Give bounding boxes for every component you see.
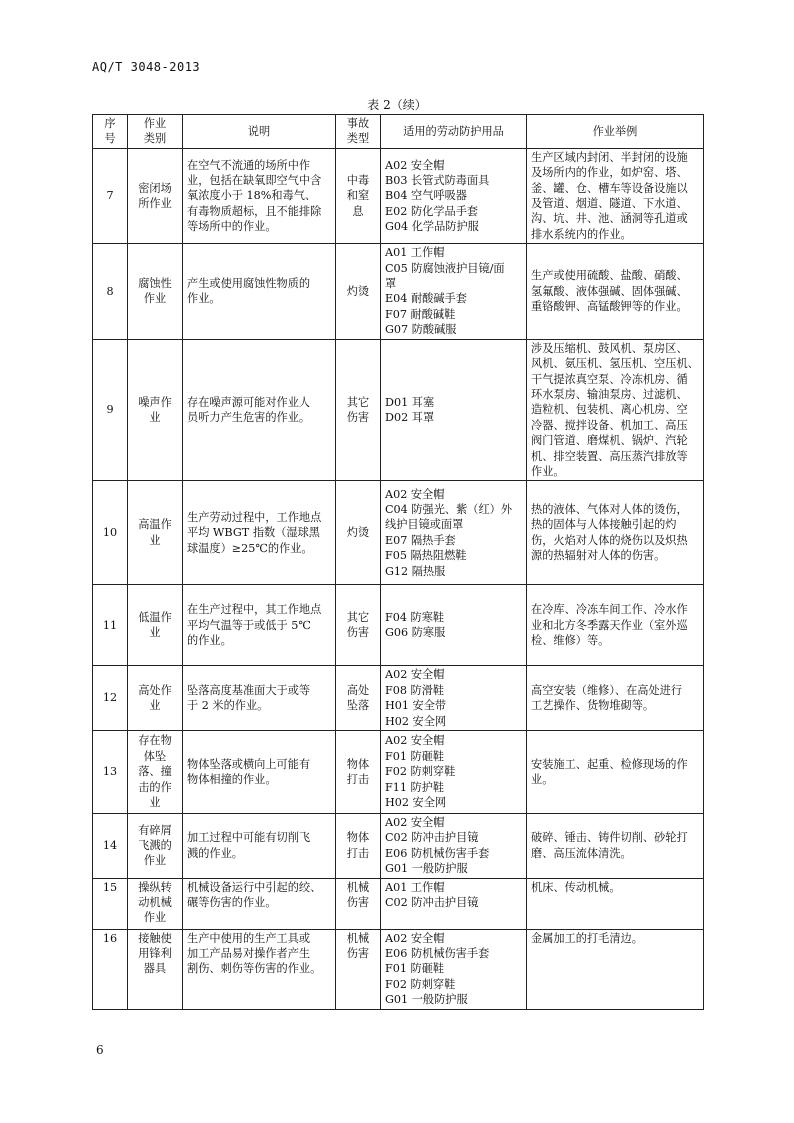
- cell-type-line: 低温作: [138, 610, 172, 624]
- cell-example-line: 冷器、搅拌设备、机加工、高压: [531, 418, 688, 432]
- cell-ppe-line: A02 安全帽: [385, 734, 445, 748]
- cell-desc: [183, 813, 336, 878]
- cell-ppe-line: G04 化学品防护服: [385, 220, 479, 234]
- cell-type: [128, 878, 183, 929]
- cell-ppe-line: F02 防刺穿鞋: [385, 765, 456, 779]
- cell-ppe-line: G01 一般防护服: [385, 993, 468, 1007]
- cell-desc-line: 氧浓度小于 18%和毒气、: [187, 189, 317, 203]
- header-row: [93, 115, 704, 149]
- cell-example-line: 釜、罐、仓、槽车等设备设施以: [531, 181, 688, 195]
- cell-desc-line: 坠落高度基准面大于或等: [187, 683, 311, 697]
- cell-ppe: [381, 878, 527, 929]
- col-header-accident-line: 事故: [346, 117, 370, 130]
- cell-ppe: [381, 730, 527, 813]
- cell-type-line: 作业: [143, 854, 167, 868]
- cell-type-line: 业: [149, 533, 161, 547]
- table-row: [93, 666, 704, 731]
- cell-desc-line: 生产劳动过程中，工作地点: [187, 510, 322, 524]
- cell-type: [128, 666, 183, 731]
- cell-desc-line: 物体相撞的作业。: [187, 772, 277, 786]
- cell-desc-line: 物体坠落或横向上可能有: [187, 757, 311, 771]
- cell-no: 15: [93, 878, 128, 929]
- cell-ppe-line: G06 防寒服: [385, 626, 446, 640]
- cell-accident-line: 机械: [346, 880, 370, 894]
- cell-accident-line: 打击: [346, 846, 370, 860]
- cell-ppe-line: F11 防护鞋: [385, 780, 445, 794]
- cell-ppe-line: G07 防酸碱服: [385, 323, 457, 337]
- cell-accident: [336, 730, 381, 813]
- table-row: [93, 244, 704, 339]
- cell-no: 12: [93, 666, 128, 731]
- cell-desc: [183, 666, 336, 731]
- cell-ppe-line: B03 长管式防毒面具: [385, 173, 490, 187]
- cell-example-line: 伤，火焰对人体的烧伤以及炽热: [531, 533, 688, 547]
- col-header-accident-line: 类型: [346, 132, 370, 146]
- cell-accident-line: 中毒: [346, 173, 370, 187]
- col-header-desc: 说明: [183, 115, 336, 149]
- cell-example-line: 热的液体、气体对人体的烫伤，: [531, 503, 688, 517]
- cell-ppe-line: H02 安全网: [385, 714, 447, 728]
- cell-accident: [336, 878, 381, 929]
- cell-example: [527, 666, 704, 731]
- cell-type: [128, 929, 183, 1009]
- cell-desc-line: 作业。: [187, 292, 221, 306]
- cell-desc: [183, 585, 336, 666]
- cell-ppe-line: H01 安全带: [385, 699, 447, 713]
- cell-example-line: 检、维修）等。: [531, 634, 610, 648]
- cell-accident: [336, 585, 381, 666]
- cell-example-line: 磨、高压流体清洗。: [531, 846, 632, 860]
- cell-type-line: 业: [149, 699, 161, 713]
- page-number: 6: [96, 1043, 104, 1057]
- cell-ppe-line: E02 防化学品手套: [385, 204, 479, 218]
- cell-ppe-line: C05 防腐蚀液护目镜/面: [385, 261, 505, 275]
- cell-accident: [336, 339, 381, 481]
- cell-example-line: 氢氟酸、液体强碱、固体强碱、: [531, 284, 688, 298]
- cell-type-line: 噪声作: [138, 395, 172, 409]
- cell-ppe-line: 线护目镜或面罩: [385, 518, 464, 532]
- cell-ppe: [381, 481, 527, 585]
- cell-type-line: 操纵转: [138, 880, 172, 894]
- cell-desc-line: 球温度）≥25℃的作业。: [187, 541, 313, 555]
- cell-type: [128, 339, 183, 481]
- cell-example: [527, 585, 704, 666]
- cell-desc-line: 员听力产生危害的作业。: [187, 411, 311, 425]
- cell-desc: [183, 730, 336, 813]
- cell-accident-line: 其它: [346, 395, 370, 409]
- cell-accident: [336, 929, 381, 1009]
- col-header-example: 作业举例: [527, 115, 704, 149]
- cell-example: [527, 929, 704, 1009]
- cell-ppe-line: F01 防砸鞋: [385, 749, 445, 763]
- cell-example-line: 源的热辐射对人体的伤害。: [531, 549, 666, 563]
- cell-ppe-line: D02 耳罩: [385, 411, 435, 425]
- cell-example-line: 造粒机、包装机、离心机房、空: [531, 403, 688, 417]
- cell-type-line: 业: [149, 796, 161, 810]
- cell-type-line: 落、撞: [138, 765, 172, 779]
- cell-example-line: 沟、坑、井、池、涵洞等孔道或: [531, 212, 688, 226]
- cell-ppe-line: A02 安全帽: [385, 668, 445, 682]
- cell-accident-line: 坠落: [346, 699, 370, 713]
- cell-ppe-line: 罩: [385, 277, 397, 291]
- cell-type: [128, 730, 183, 813]
- cell-desc-line: 加工产品易对操作者产生: [187, 947, 311, 960]
- cell-ppe: [381, 148, 527, 243]
- cell-ppe-line: F05 隔热阻燃鞋: [385, 549, 467, 563]
- table-row: [93, 585, 704, 666]
- cell-ppe-line: F08 防滑鞋: [385, 683, 445, 697]
- cell-accident-line: 物体: [346, 757, 370, 771]
- cell-ppe-line: F02 防刺穿鞋: [385, 977, 456, 991]
- cell-example-line: 工艺操作、货物堆砌等。: [531, 699, 655, 713]
- cell-example-line: 机、排空装置、高压蒸汽排放等: [531, 449, 688, 463]
- cell-ppe-line: G01 一般防护服: [385, 862, 468, 876]
- cell-ppe-line: A02 安全帽: [385, 158, 445, 172]
- cell-type: [128, 148, 183, 243]
- cell-example-line: 机床、传动机械。: [531, 880, 621, 894]
- cell-ppe-line: F07 耐酸碱鞋: [385, 307, 456, 321]
- cell-desc-line: 等场所中的作业。: [187, 220, 277, 234]
- cell-desc-line: 生产中使用的生产工具或: [187, 931, 311, 945]
- cell-accident-line: 灼烫: [346, 526, 370, 540]
- cell-accident-line: 息: [352, 204, 364, 218]
- cell-ppe: [381, 813, 527, 878]
- col-header-no: [93, 115, 128, 149]
- cell-accident: [336, 244, 381, 339]
- cell-example: [527, 481, 704, 585]
- cell-ppe-line: E04 耐酸碱手套: [385, 292, 467, 306]
- cell-type-line: 高温作: [138, 518, 172, 532]
- standard-code: AQ/T 3048-2013: [92, 60, 201, 74]
- cell-accident-line: 伤害: [346, 896, 370, 909]
- cell-desc-line: 产生或使用腐蚀性物质的: [187, 277, 311, 291]
- cell-example-line: 及管道、烟道、隧道、下水道、: [531, 197, 688, 211]
- cell-type: [128, 481, 183, 585]
- cell-example: [527, 813, 704, 878]
- cell-ppe-line: G12 隔热服: [385, 564, 446, 578]
- table-row: [93, 730, 704, 813]
- cell-desc-line: 在生产过程中，其工作地点: [187, 603, 322, 617]
- cell-ppe-line: A02 安全帽: [385, 815, 445, 829]
- table-row: [93, 878, 704, 929]
- cell-desc-line: 平均 WBGT 指数（湿球黑: [187, 526, 320, 540]
- cell-type-line: 作业: [143, 911, 167, 925]
- cell-type-line: 所作业: [138, 197, 172, 211]
- cell-ppe-line: A02 安全帽: [385, 931, 445, 945]
- cell-type-line: 接触使: [138, 931, 172, 945]
- cell-type-line: 作业: [143, 292, 167, 306]
- cell-accident: [336, 666, 381, 731]
- cell-accident: [336, 148, 381, 243]
- cell-example: [527, 244, 704, 339]
- cell-no: 16: [93, 929, 128, 1009]
- cell-no: 8: [93, 244, 128, 339]
- cell-ppe-line: C02 防冲击护目镜: [385, 831, 479, 845]
- cell-example-line: 重铬酸钾、高锰酸钾等的作业。: [531, 300, 688, 314]
- cell-example-line: 安装施工、起重、检修现场的作: [531, 757, 688, 771]
- cell-type: [128, 813, 183, 878]
- cell-accident-line: 物体: [346, 831, 370, 845]
- cell-type-line: 用锋利: [138, 947, 172, 960]
- cell-type-line: 存在物: [138, 734, 172, 748]
- table-row: [93, 481, 704, 585]
- cell-desc: [183, 878, 336, 929]
- table-row: [93, 148, 704, 243]
- cell-desc: [183, 148, 336, 243]
- cell-desc-line: 碾等伤害的作业。: [187, 896, 277, 909]
- cell-example-line: 生产或使用硫酸、盐酸、硝酸、: [531, 269, 688, 283]
- cell-ppe-line: C02 防冲击护目镜: [385, 896, 479, 909]
- cell-example-line: 涉及压缩机、鼓风机、泵房区、: [531, 341, 688, 355]
- cell-desc: [183, 929, 336, 1009]
- table-caption: 表 2（续）: [367, 98, 427, 112]
- cell-desc-line: 于 2 米的作业。: [187, 699, 269, 713]
- cell-example-line: 排水系统内的作业。: [531, 227, 632, 241]
- cell-ppe: [381, 666, 527, 731]
- table-row: [93, 813, 704, 878]
- table-body: [93, 148, 704, 1009]
- cell-example-line: 高空安装（维修）、在高处进行: [531, 683, 683, 697]
- cell-example-line: 作业。: [531, 464, 565, 478]
- cell-example-line: 业。: [531, 772, 554, 786]
- table-row: [93, 339, 704, 481]
- cell-type-line: 业: [149, 411, 161, 425]
- cell-ppe-line: D01 耳塞: [385, 395, 435, 409]
- col-header-accident: [336, 115, 381, 149]
- cell-type-line: 器具: [143, 962, 167, 976]
- cell-example-line: 阀门管道、磨煤机、锅炉、汽轮: [531, 434, 688, 448]
- col-header-type-line: 作业: [143, 117, 167, 130]
- col-header-no-line: 号: [104, 132, 116, 146]
- cell-no: 11: [93, 585, 128, 666]
- cell-example-line: 在冷库、冷冻车间工作、冷水作: [531, 603, 688, 617]
- cell-example-line: 生产区域内封闭、半封闭的设施: [531, 150, 688, 164]
- cell-desc-line: 溅的作业。: [187, 846, 243, 860]
- cell-ppe-line: C04 防强光、紫（红）外: [385, 503, 513, 517]
- cell-accident-line: 伤害: [346, 947, 370, 960]
- cell-ppe-line: E07 隔热手套: [385, 533, 456, 547]
- cell-accident: [336, 481, 381, 585]
- cell-example: [527, 339, 704, 481]
- cell-desc: [183, 339, 336, 481]
- cell-accident-line: 其它: [346, 610, 370, 624]
- cell-example-line: 环水泵房、输油泵房、过滤机、: [531, 387, 688, 401]
- cell-example-line: 热的固体与人体接触引起的灼: [531, 518, 677, 532]
- cell-ppe-line: A01 工作帽: [385, 880, 445, 894]
- cell-no: 13: [93, 730, 128, 813]
- cell-ppe-line: B04 空气呼吸器: [385, 189, 467, 203]
- cell-ppe-line: A01 工作帽: [385, 246, 445, 260]
- cell-accident-line: 打击: [346, 772, 370, 786]
- cell-desc-line: 加工过程中可能有切削飞: [187, 831, 311, 845]
- cell-example-line: 破碎、锤击、铸件切削、砂轮打: [531, 831, 688, 845]
- cell-desc-line: 割伤、刺伤等伤害的作业。: [187, 962, 322, 976]
- cell-example: [527, 730, 704, 813]
- cell-example-line: 及场所内的作业，如炉窑、塔、: [531, 166, 688, 180]
- cell-no: 7: [93, 148, 128, 243]
- cell-example: [527, 148, 704, 243]
- cell-type-line: 有碎屑: [138, 823, 172, 837]
- cell-accident-line: 伤害: [346, 411, 370, 425]
- cell-example-line: 风机、氨压机、氢压机、空压机、: [531, 357, 699, 371]
- cell-ppe-line: F04 防寒鞋: [385, 610, 445, 624]
- cell-type-line: 密闭场: [138, 181, 172, 195]
- cell-ppe-line: F01 防砸鞋: [385, 962, 445, 976]
- cell-desc: [183, 481, 336, 585]
- col-header-type: [128, 115, 183, 149]
- cell-type-line: 腐蚀性: [138, 277, 172, 291]
- cell-ppe: [381, 585, 527, 666]
- cell-ppe: [381, 244, 527, 339]
- cell-ppe-line: E06 防机械伤害手套: [385, 947, 490, 960]
- cell-no: 10: [93, 481, 128, 585]
- cell-ppe: [381, 929, 527, 1009]
- ppe-table: [92, 114, 704, 1010]
- col-header-ppe: 适用的劳动防护用品: [381, 115, 527, 149]
- cell-example-line: 金属加工的打毛清边。: [531, 931, 643, 945]
- cell-ppe: [381, 339, 527, 481]
- cell-type-line: 体坠: [143, 749, 167, 763]
- cell-accident-line: 伤害: [346, 626, 370, 640]
- cell-accident-line: 高处: [346, 683, 370, 697]
- cell-accident-line: 机械: [346, 931, 370, 945]
- cell-desc-line: 在空气不流通的场所中作: [187, 158, 311, 172]
- cell-type-line: 动机械: [138, 896, 172, 909]
- cell-ppe-line: H02 安全网: [385, 796, 447, 810]
- cell-example-line: 干气提浓真空泵、冷冻机房、循: [531, 372, 688, 386]
- cell-desc: [183, 244, 336, 339]
- cell-type-line: 业: [149, 626, 161, 640]
- col-header-type-line: 类别: [143, 132, 167, 146]
- cell-type: [128, 244, 183, 339]
- cell-ppe-line: E06 防机械伤害手套: [385, 846, 490, 860]
- cell-accident-line: 和窒: [346, 189, 370, 203]
- table-row: [93, 929, 704, 1009]
- cell-desc-line: 有毒物质超标，且不能排除: [187, 204, 322, 218]
- cell-accident: [336, 813, 381, 878]
- cell-type-line: 击的作: [138, 780, 172, 794]
- cell-accident-line: 灼烫: [346, 284, 370, 298]
- cell-no: 9: [93, 339, 128, 481]
- cell-desc-line: 平均气温等于或低于 5℃: [187, 618, 311, 632]
- cell-example-line: 业和北方冬季露天作业（室外巡: [531, 618, 688, 632]
- cell-type-line: 飞溅的: [138, 839, 172, 853]
- col-header-no-line: 序: [104, 117, 116, 130]
- cell-desc-line: 存在噪声源可能对作业人: [187, 395, 311, 409]
- cell-ppe-line: A02 安全帽: [385, 487, 445, 501]
- cell-type-line: 高处作: [138, 683, 172, 697]
- cell-no: 14: [93, 813, 128, 878]
- cell-example: [527, 878, 704, 929]
- cell-desc-line: 机械设备运行中引起的绞、: [187, 880, 322, 894]
- cell-type: [128, 585, 183, 666]
- cell-desc-line: 业，包括在缺氧即空气中含: [187, 173, 322, 187]
- cell-desc-line: 的作业。: [187, 634, 232, 648]
